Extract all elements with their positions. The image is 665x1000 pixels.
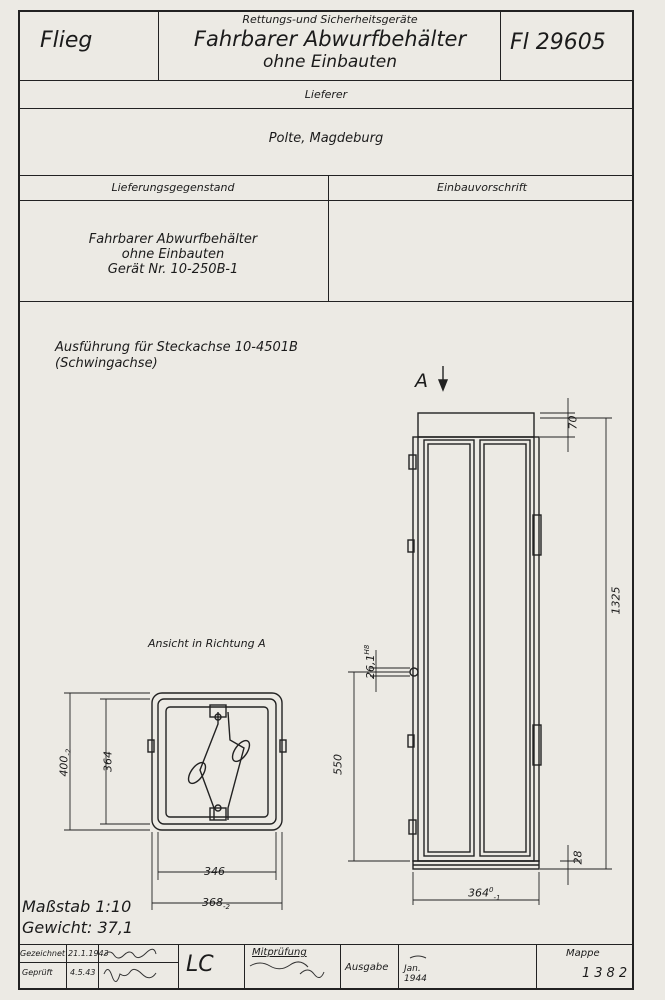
issue-label: Ausgabe: [345, 962, 389, 973]
issue-value: Jan. 1944: [404, 964, 427, 984]
dim-364-height: 364: [101, 751, 115, 772]
weight-label: Gewicht: 37,1: [22, 918, 134, 937]
dim-28: 28: [571, 850, 585, 865]
cocheck-label: Mitprüfung: [252, 947, 307, 958]
header-code: Fl 29605: [510, 30, 606, 55]
dim-368: $368_{-2}$: [202, 896, 230, 912]
execution-note-line1: Ausführung für Steckachse 10-4501B: [55, 340, 298, 355]
dim-70: 70: [566, 415, 580, 430]
execution-note-line2: (Schwingachse): [55, 356, 158, 371]
view-arrow-label: A: [415, 370, 428, 392]
folder-value: 1382: [582, 966, 632, 981]
scale-label: Maßstab 1:10: [22, 897, 132, 916]
dim-400: $400_{-2}$: [57, 748, 73, 777]
supplier-label: Lieferer: [304, 88, 348, 101]
drawn-label: Gezeichnet: [20, 949, 66, 958]
delivery-item-label: Lieferungsgegenstand: [111, 181, 235, 194]
dim-364-width: $364^0_{-1}$: [468, 886, 501, 902]
delivery-install-label: Einbauvorschrift: [437, 181, 527, 194]
drawn-date: 21.1.1943: [68, 949, 109, 958]
initials: LC: [186, 952, 214, 977]
checked-label: Geprüft: [22, 968, 53, 977]
view-label: Ansicht in Richtung A: [148, 637, 266, 650]
checked-date: 4.5.43: [70, 968, 96, 977]
header-category: Rettungs-und Sicherheitsgeräte: [242, 13, 418, 26]
supplier-name: Polte, Magdeburg: [268, 131, 384, 146]
header-left: Flieg: [40, 28, 93, 53]
dim-346: 346: [204, 865, 225, 878]
dim-550: 550: [331, 754, 345, 775]
folder-label: Mappe: [566, 948, 600, 959]
delivery-item-line3: Gerät Nr. 10-250B-1: [107, 262, 239, 277]
delivery-item-line1: Fahrbarer Abwurfbehälter: [88, 232, 258, 247]
header-title-line2: ohne Einbauten: [263, 52, 397, 72]
header-title-line1: Fahrbarer Abwurfbehälter: [193, 27, 467, 51]
dim-26-1: $26,1^{H8}$: [363, 644, 377, 679]
dim-1325: 1325: [609, 586, 623, 615]
delivery-item-line2: ohne Einbauten: [121, 247, 225, 262]
